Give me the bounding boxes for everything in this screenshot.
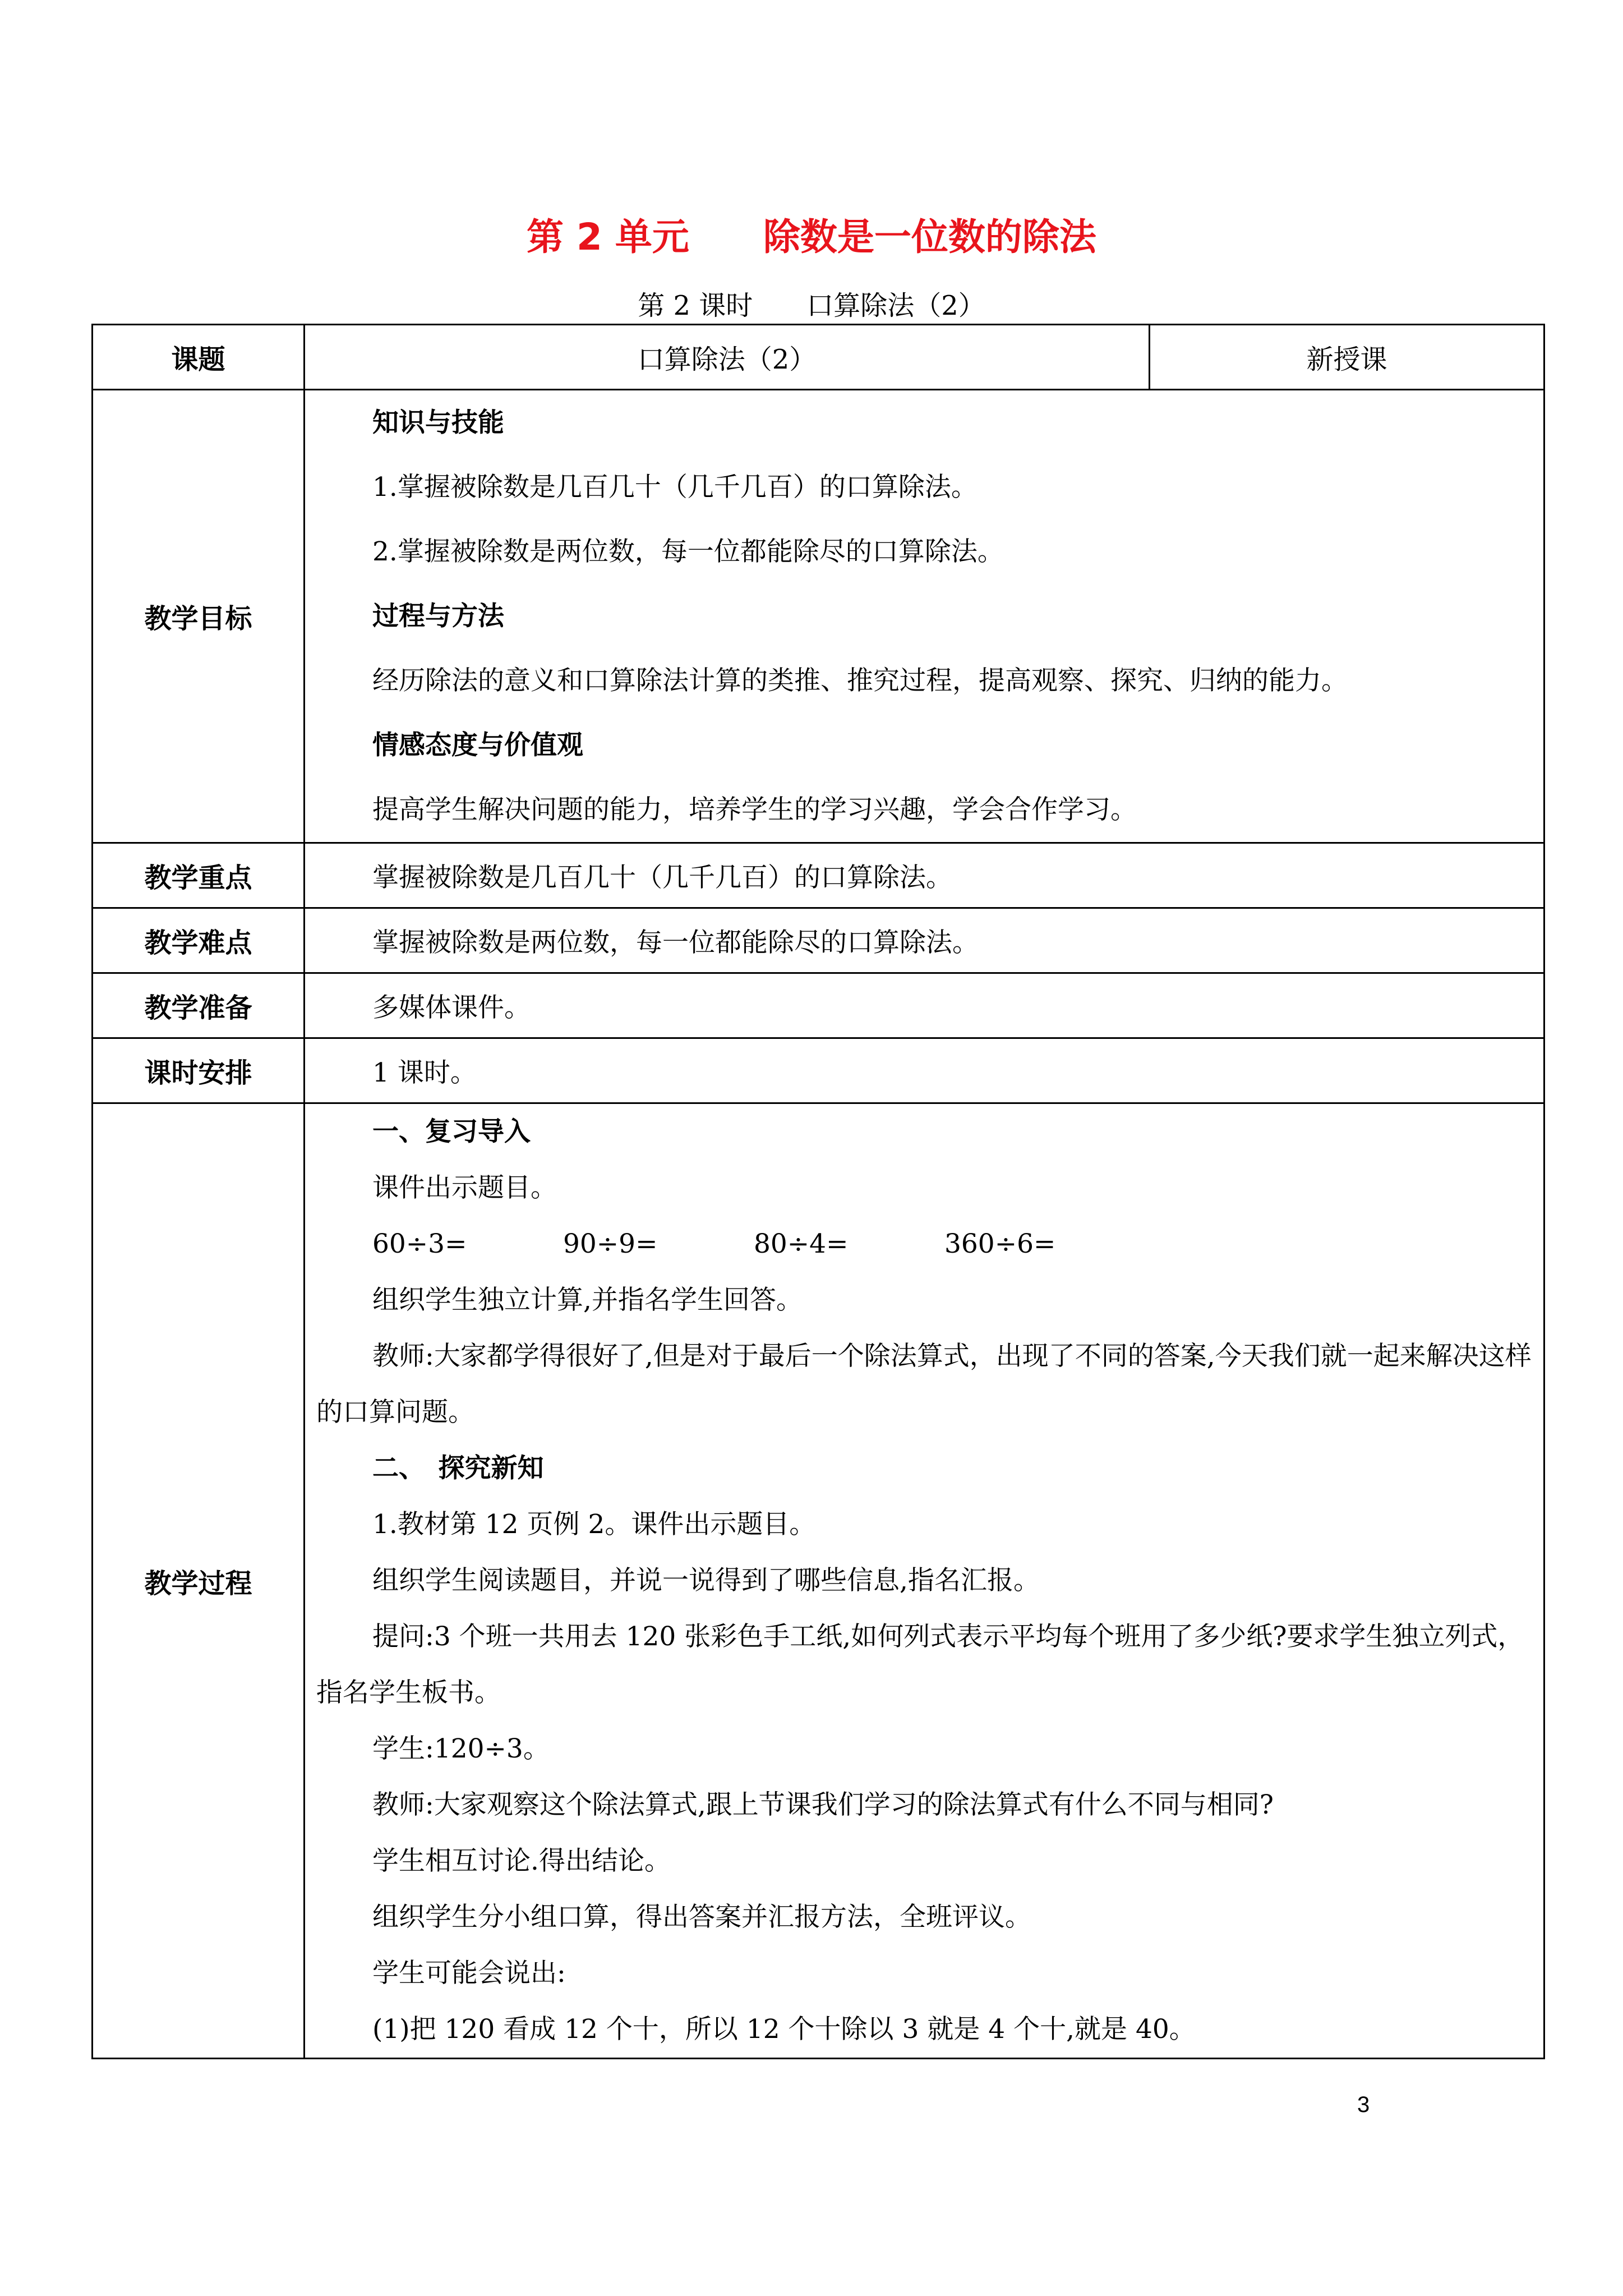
process-paragraph: 组织学生独立计算,并指名学生回答。 [372, 1285, 803, 1315]
process-paragraph: 组织学生阅读题目，并说一说得到了哪些信息,指名汇报。 [372, 1565, 1040, 1596]
process-paragraph: (1)把 120 看成 12 个十，所以 12 个十除以 3 就是 4 个十,就是 40。 [372, 2014, 1196, 2045]
review-expression: 360÷6= [944, 1228, 1056, 1259]
schedule-label: 课时安排 [93, 1038, 305, 1103]
process-paragraph: 课件出示题目。 [372, 1172, 557, 1203]
table-row-difficulty [93, 908, 1544, 973]
schedule-text: 1 课时。 [305, 1038, 1544, 1103]
table-row-objectives [93, 390, 1544, 843]
process-paragraph: 教师:大家观察这个除法算式,跟上节课我们学习的除法算式有什么不同与相同? [372, 1789, 1274, 1820]
preparation-label: 教学准备 [93, 973, 305, 1038]
objective-item: 提高学生解决问题的能力，培养学生的学习兴趣，学会合作学习。 [372, 794, 1137, 825]
process-paragraph: 提问:3 个班一共用去 120 张彩色手工纸,如何列式表示平均每个班用了多少纸?要求学生独立列式，指名学生板书。 [316, 1621, 1524, 1708]
key-point-text: 掌握被除数是几百几十（几千几百）的口算除法。 [305, 843, 1544, 908]
table-row-process [93, 1103, 1544, 2059]
process-section-review: 一、复习导入 [372, 1116, 531, 1147]
process-paragraph: 学生:120÷3。 [372, 1733, 550, 1764]
unit-title: 第 2 单元 除数是一位数的除法 [527, 215, 1096, 259]
topic-label: 课题 [93, 325, 305, 390]
objective-heading-process: 过程与方法 [372, 601, 504, 632]
review-expressions [316, 1216, 1532, 1272]
process-paragraph: 学生相互讨论.得出结论。 [372, 1846, 671, 1876]
process-content [305, 1103, 1544, 2059]
objectives-content [305, 390, 1544, 843]
lesson-type: 新授课 [1150, 325, 1544, 390]
review-expression: 80÷4= [754, 1228, 849, 1259]
objective-heading-knowledge: 知识与技能 [372, 407, 504, 438]
process-paragraph: 组织学生分小组口算，得出答案并汇报方法，全班评议。 [372, 1902, 1031, 1932]
process-paragraph: 1.教材第 12 页例 2。课件出示题目。 [372, 1509, 816, 1540]
objectives-label: 教学目标 [93, 390, 305, 843]
objective-item: 经历除法的意义和口算除法计算的类推、推究过程，提高观察、探究、归纳的能力。 [372, 665, 1348, 696]
lesson-subtitle: 第 2 课时 口算除法（2） [638, 290, 985, 321]
key-point-label: 教学重点 [93, 843, 305, 908]
process-paragraph: 学生可能会说出: [372, 1958, 566, 1989]
preparation-text: 多媒体课件。 [305, 973, 1544, 1038]
process-label: 教学过程 [93, 1103, 305, 2059]
objective-heading-attitude: 情感态度与价值观 [372, 730, 583, 761]
topic-value: 口算除法（2） [305, 325, 1150, 390]
objective-item: 1.掌握被除数是几百几十（几千几百）的口算除法。 [372, 472, 978, 503]
difficulty-text: 掌握被除数是两位数，每一位都能除尽的口算除法。 [305, 908, 1544, 973]
lesson-plan-table [91, 324, 1545, 2059]
difficulty-label: 教学难点 [93, 908, 305, 973]
review-expression: 90÷9= [563, 1228, 658, 1259]
process-section-explore: 二、 探究新知 [372, 1453, 544, 1484]
objective-item: 2.掌握被除数是两位数，每一位都能除尽的口算除法。 [372, 536, 1004, 567]
table-row-topic [93, 325, 1544, 390]
review-expression: 60÷3= [372, 1228, 467, 1259]
table-row-schedule [93, 1038, 1544, 1103]
table-row-preparation [93, 973, 1544, 1038]
page-number: 3 [1357, 2092, 1370, 2117]
process-paragraph: 教师:大家都学得很好了,但是对于最后一个除法算式，出现了不同的答案,今天我们就一起来解决这样的口算问题。 [316, 1341, 1532, 1428]
table-row-key-point [93, 843, 1544, 908]
